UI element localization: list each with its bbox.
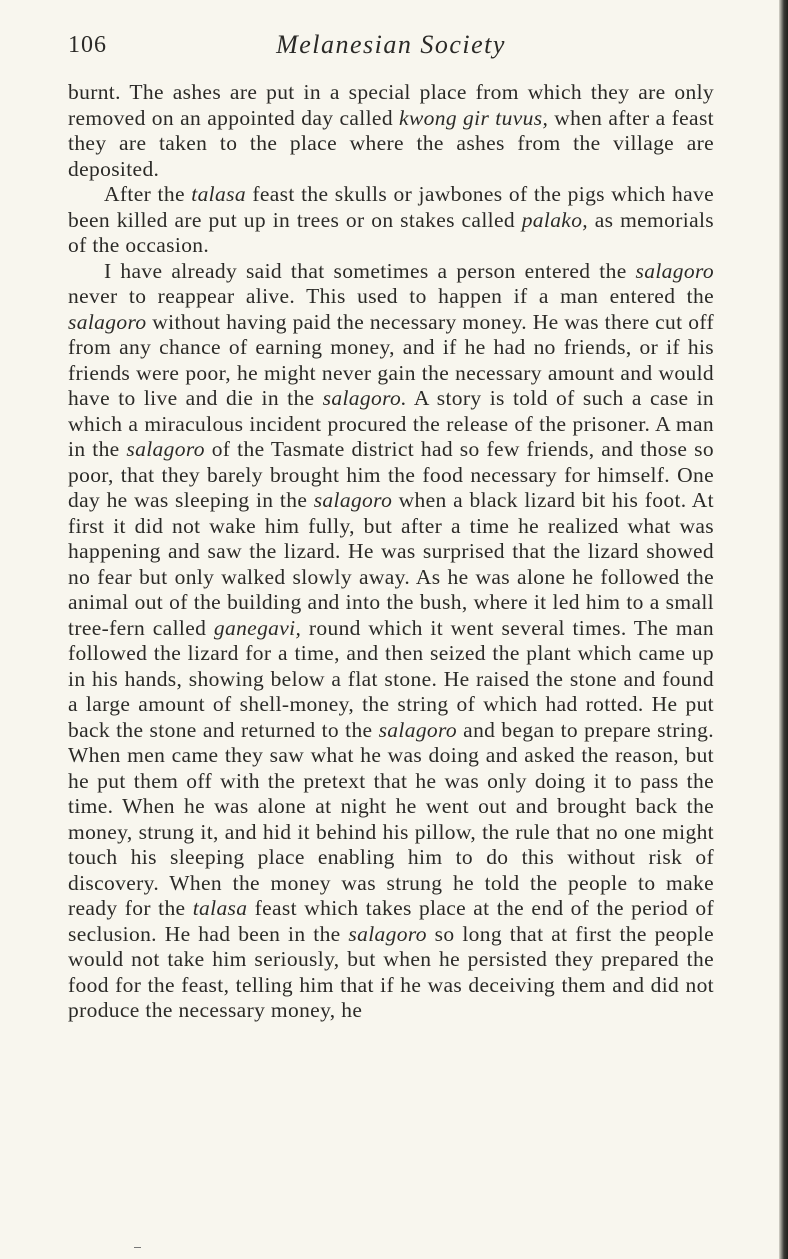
italic-term: talasa xyxy=(192,896,248,920)
italic-term: ganegavi, xyxy=(213,615,302,640)
italic-term: salagoro xyxy=(68,309,147,334)
page-header xyxy=(68,30,714,70)
paragraph-3: I have already said that sometimes a person entered the salagoro never to reappear alive. This used to happen if a man entered the salagoro without having paid the necessary money. He was there cut off from any chance of earning money, and if he had no friends, or if his friends were poor, he might never gain the necessary amount and would have to live and die in the salagoro. A story is told of such a case in which a miraculous incident procured the release of the prisoner. A man in the salagoro of the Tasmate district had so few friends, and those so poor, that they barely brought him the food necessary for himself. One day he was sleeping in the salagoro when a black lizard bit his foot. At first it did not wake him fully, but after a time he realized what was happening and saw the lizard. He was surprised that the lizard showed no fear but only walked slowly away. As he was alone he followed the animal out of the building and into the bush, where it led him to a small tree-fern called ganegavi, round which it went several times. The man followed the lizard for a time, and then seized the plant which came up in his hands, showing below a flat stone. He raised the stone and found a large amount of shell-money, the string of which had rotted. He put back the stone and returned to the salagoro and began to prepare string. When men came they saw what he was doing and asked the reason, but he put them off with the pretext that he was only doing it to pass the time. When he was alone at night he went out and brought back the money, strung it, and hid it behind his pillow, the rule that no one might touch his sleeping place enabling him to do this without risk of discovery. When the money was strung he told the people to make ready for the talasa feast which takes place at the end of the period of seclusion. He had been in the salagoro so long that at first the people would not take him seriously, but when he persisted they prepared the food for the feast, telling him that if he was deceiving them and did not produce the necessary money, he xyxy=(68,258,714,1022)
printer-mark xyxy=(134,1247,141,1248)
running-title: Melanesian Society xyxy=(276,30,506,59)
italic-term: salagoro xyxy=(313,488,393,512)
italic-term: salagoro xyxy=(378,717,458,742)
italic-term: kwong gir tuvus, xyxy=(399,105,549,130)
italic-term: salagoro xyxy=(126,437,205,461)
body-text xyxy=(68,80,714,1024)
book-spine-shadow xyxy=(779,0,788,1259)
italic-term: salagoro xyxy=(635,258,714,283)
italic-term: salagoro xyxy=(348,921,427,946)
paragraph-2: After the talasa feast the skulls or jawbones of the pigs which have been killed are put up in trees or on stakes called palako, as memorials of the occasion. xyxy=(68,182,714,257)
page-number: 106 xyxy=(68,32,107,58)
paragraph-1: burnt. The ashes are put in a special place from which they are only removed on an appointed day called kwong gir tuvus, when after a feast they are taken to the place where the ashes from the village are deposited. xyxy=(68,80,714,181)
italic-term: salagoro. xyxy=(322,386,407,410)
italic-term: palako, xyxy=(521,207,589,232)
italic-term: talasa xyxy=(191,182,246,206)
